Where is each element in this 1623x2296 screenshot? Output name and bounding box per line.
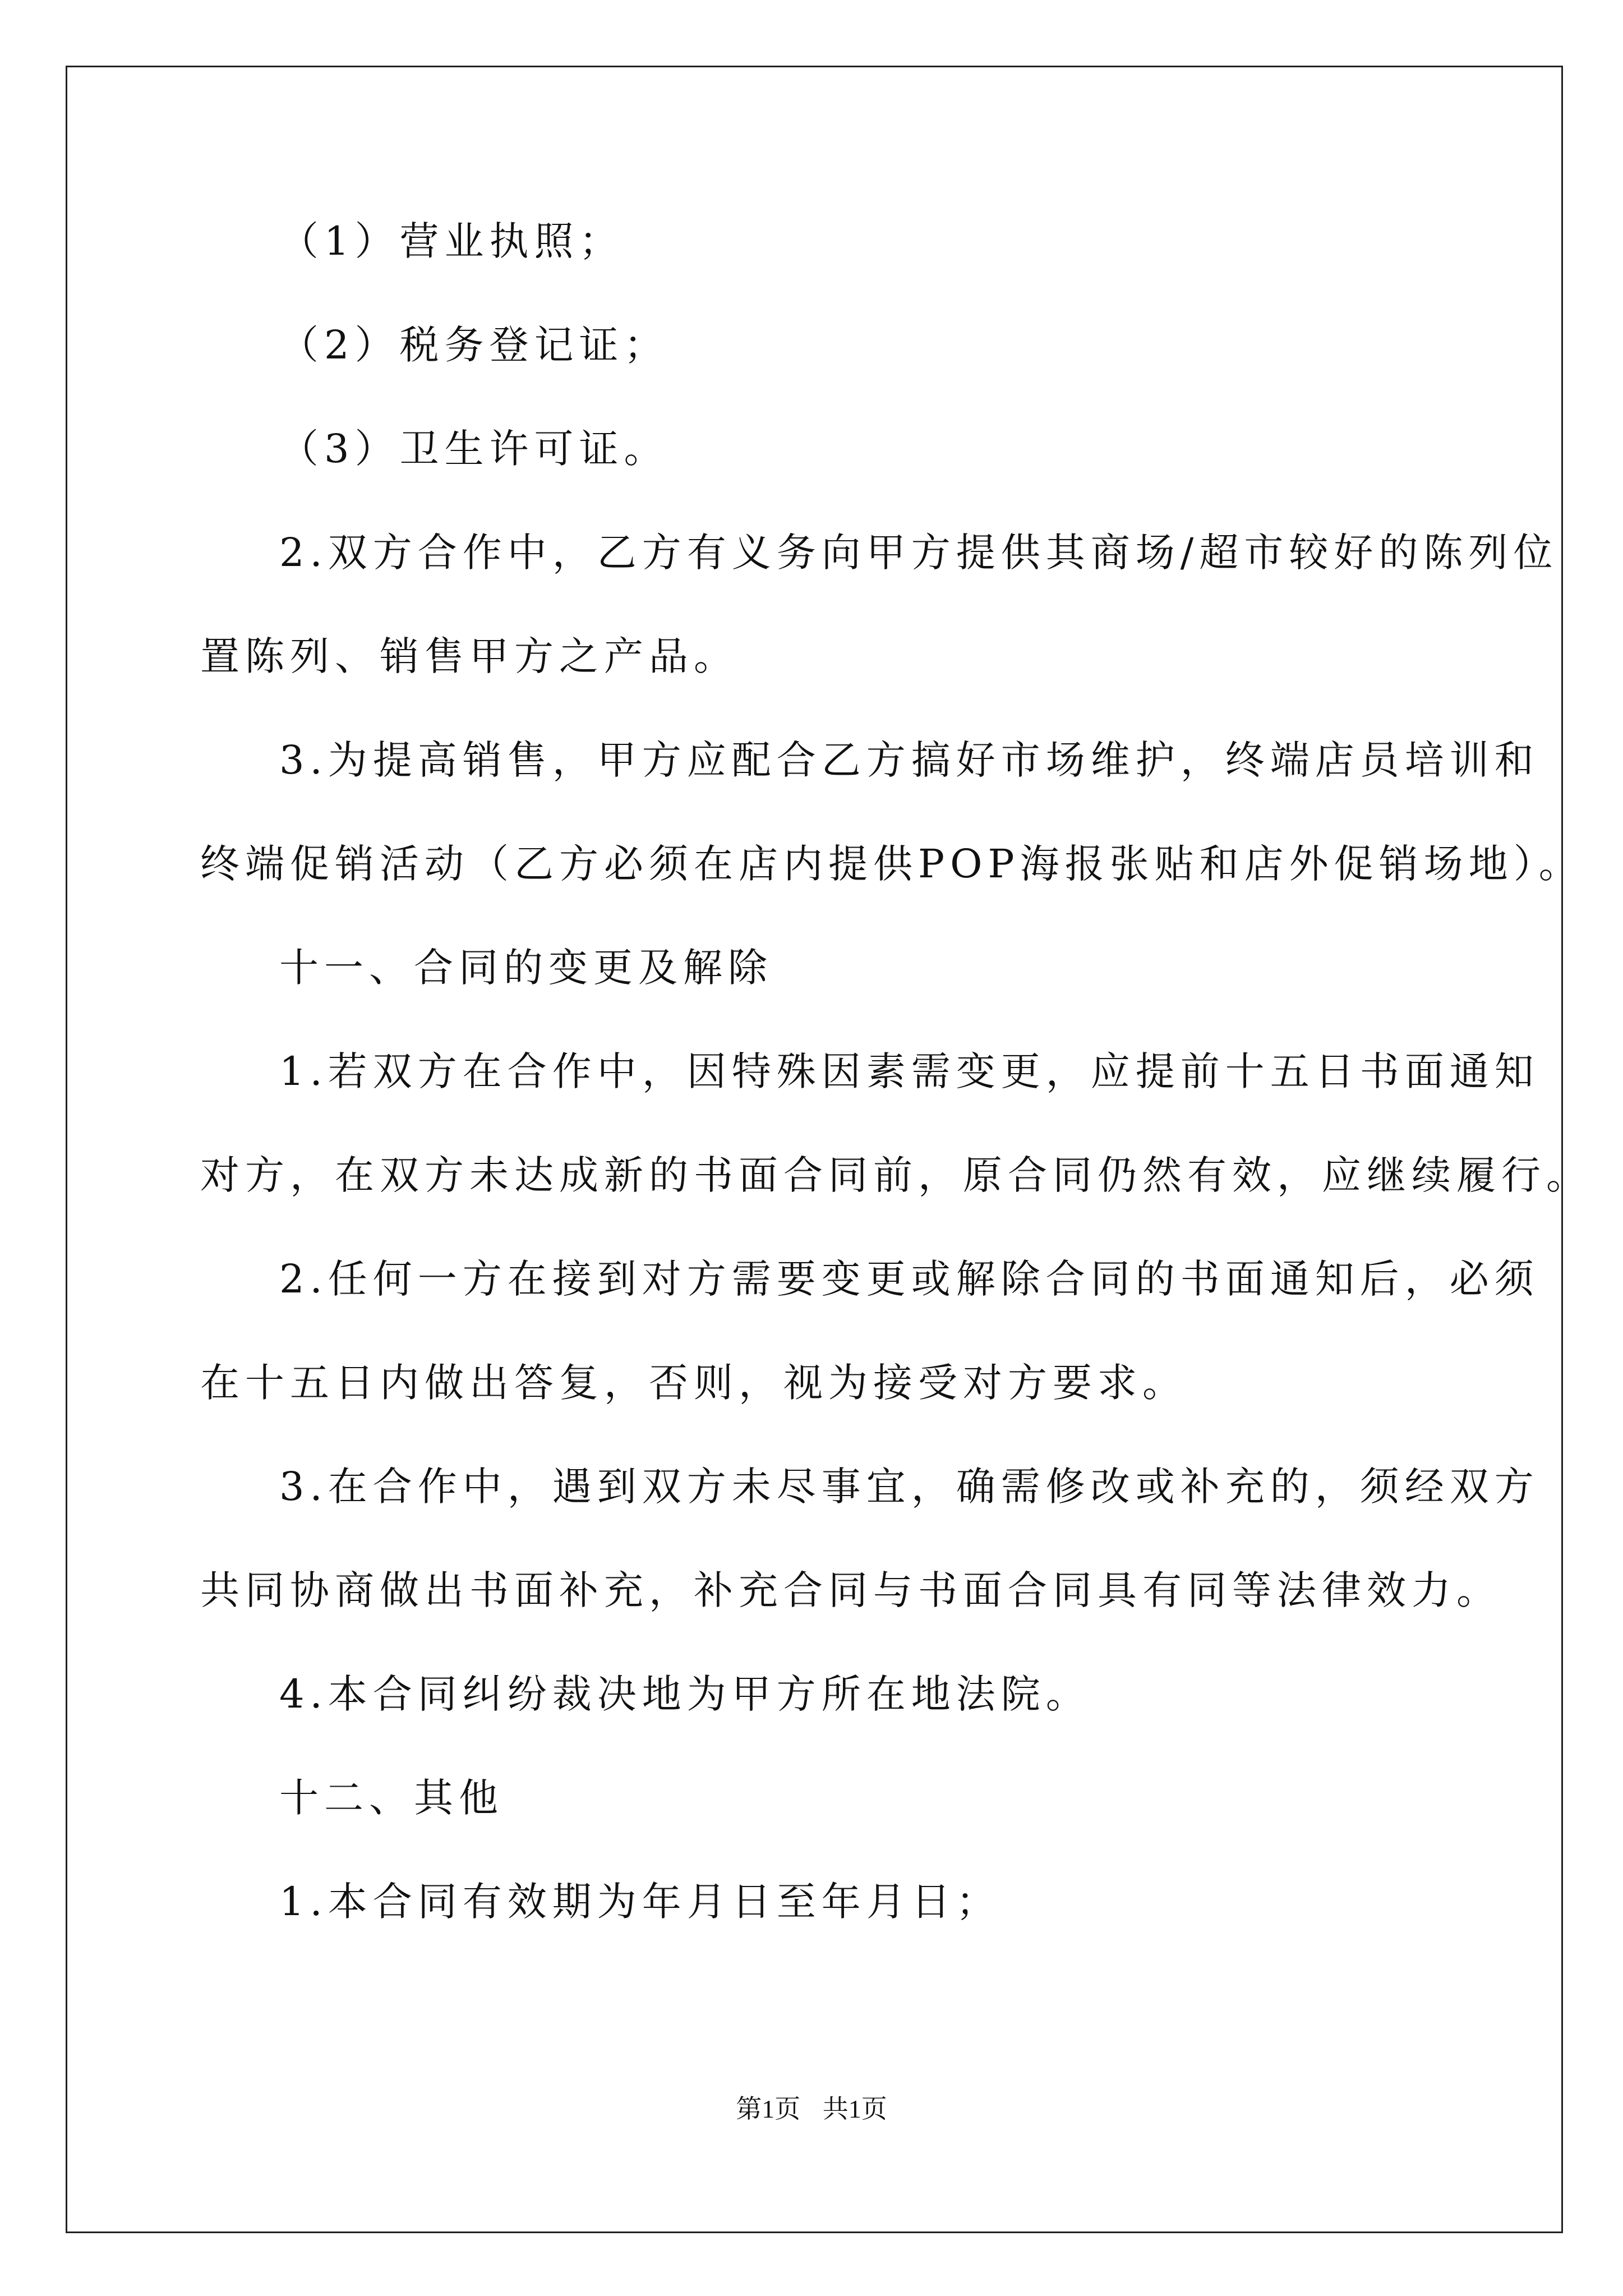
paragraph-line: 3.为提高销售，甲方应配合乙方搞好市场维护，终端店员培训和 xyxy=(279,737,1539,783)
paragraph-line: 终端促销活动（乙方必须在店内提供POP海报张贴和店外促销场地）。 xyxy=(200,841,1584,887)
list-item-business-license: （1）营业执照； xyxy=(279,218,624,264)
paragraph-line: 2.任何一方在接到对方需要变更或解除合同的书面通知后，必须 xyxy=(279,1256,1539,1302)
section-heading-11: 十一、合同的变更及解除 xyxy=(279,945,773,991)
list-item-health-permit: （3）卫生许可证。 xyxy=(279,426,669,472)
paragraph-line: 4.本合同纠纷裁决地为甲方所在地法院。 xyxy=(279,1671,1091,1717)
paragraph-line: 1.若双方在合作中，因特殊因素需变更，应提前十五日书面通知 xyxy=(279,1048,1539,1094)
paragraph-line: 3.在合作中，遇到双方未尽事宜，确需修改或补充的，须经双方 xyxy=(279,1464,1539,1510)
page-footer xyxy=(0,2092,1623,2126)
paragraph-line: 置陈列、销售甲方之产品。 xyxy=(200,633,739,679)
list-item-tax-registration: （2）税务登记证； xyxy=(279,322,669,368)
paragraph-line: 在十五日内做出答复，否则，视为接受对方要求。 xyxy=(200,1360,1187,1406)
page-number-total: 共1页 xyxy=(822,2095,887,2123)
section-heading-12: 十二、其他 xyxy=(279,1775,504,1821)
paragraph-line: 对方，在双方未达成新的书面合同前，原合同仍然有效，应继续履行。 xyxy=(200,1152,1591,1198)
paragraph-line: 1.本合同有效期为年月日至年月日； xyxy=(279,1879,1001,1925)
paragraph-line: 2.双方合作中，乙方有义务向甲方提供其商场/超市较好的陈列位 xyxy=(279,530,1559,576)
paragraph-line: 共同协商做出书面补充，补充合同与书面合同具有同等法律效力。 xyxy=(200,1567,1501,1613)
page-number-current: 第1页 xyxy=(736,2095,801,2123)
